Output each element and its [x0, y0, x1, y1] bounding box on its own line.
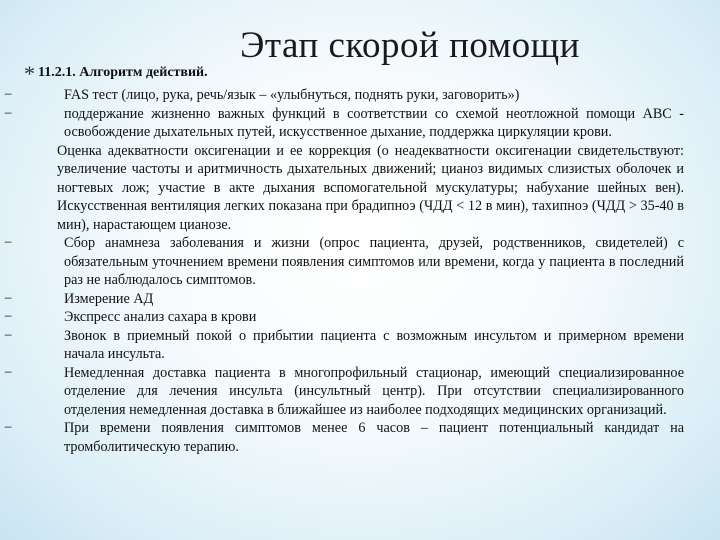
list-item: [4, 86, 684, 105]
dash-bullet-icon: −: [4, 105, 13, 122]
list-item-text: Измерение АД: [64, 290, 154, 307]
list-item-text: Сбор анамнеза заболевания и жизни (опрос пациента, друзей, родственников, свидетелей) с обязательным уточнением времени появления симптомов или времени, когда у пациента в последний раз не наблюдалось симптомов.: [64, 235, 684, 288]
dash-bullet-icon: −: [4, 364, 13, 381]
paragraph: Оценка адекватности оксигенации и ее коррекция (о неадекватности оксигенации свидетельствуют: увеличение частоты и аритмичность дыхательных движений; цианоз видимых слизистых оболочек и ногтевых лож; участие в акте дыхания вспомогательной мускулатуры; набухание шейных вен). Искусственная вентиляция легких показана при брадипноэ (ЧДД < 12 в мин), тахипноэ (ЧДД > 35-40 в мин), нарастающем цианозе.: [57, 142, 684, 233]
list-item-text: FAS тест (лицо, рука, речь/язык – «улыбнуться, поднять руки, заговорить»): [64, 87, 520, 103]
dash-bullet-icon: −: [4, 327, 13, 344]
list-item: [4, 234, 684, 290]
list-item-text: При времени появления симптомов менее 6 часов – пациент потенциальный кандидат на тромболитическую терапию.: [64, 420, 684, 455]
list-item-text: Экспресс анализ сахара в крови: [64, 309, 257, 325]
list-item-text: Звонок в приемный покой о прибытии пациента с возможным инсультом и примерном времени начала инсульта.: [64, 327, 684, 362]
list-item: [4, 364, 684, 420]
bullet-star-icon: *: [24, 61, 35, 86]
page-title: Этап скорой помощи: [240, 25, 580, 66]
list-item: [4, 290, 684, 309]
dash-bullet-icon: −: [4, 235, 13, 251]
section-heading-text: 11.2.1. Алгоритм действий.: [38, 65, 208, 80]
list-item-text: Немедленная доставка пациента в многопрофильный стационар, имеющий специализированное отделение для лечения инсульта (инсультный центр). При отсутствии специализированного отделения немедленная доставка в ближайшее из наиболее подходящих медицинских организаций.: [64, 364, 684, 418]
dash-bullet-icon: −: [4, 87, 13, 103]
list-item: [4, 308, 684, 327]
section-heading: [24, 61, 208, 86]
dash-bullet-icon: −: [4, 309, 13, 325]
content-list: [0, 86, 720, 456]
dash-bullet-icon: −: [4, 290, 13, 307]
list-item: [4, 105, 684, 142]
list-item-text: поддержание жизненно важных функций в соответствии со схемой неотложной помощи АВС - освобождение дыхательных путей, искусственное дыхание, поддержка циркуляции крови.: [64, 105, 684, 140]
dash-bullet-icon: −: [4, 420, 13, 436]
list-item: [4, 327, 684, 364]
list-item: [4, 419, 684, 456]
